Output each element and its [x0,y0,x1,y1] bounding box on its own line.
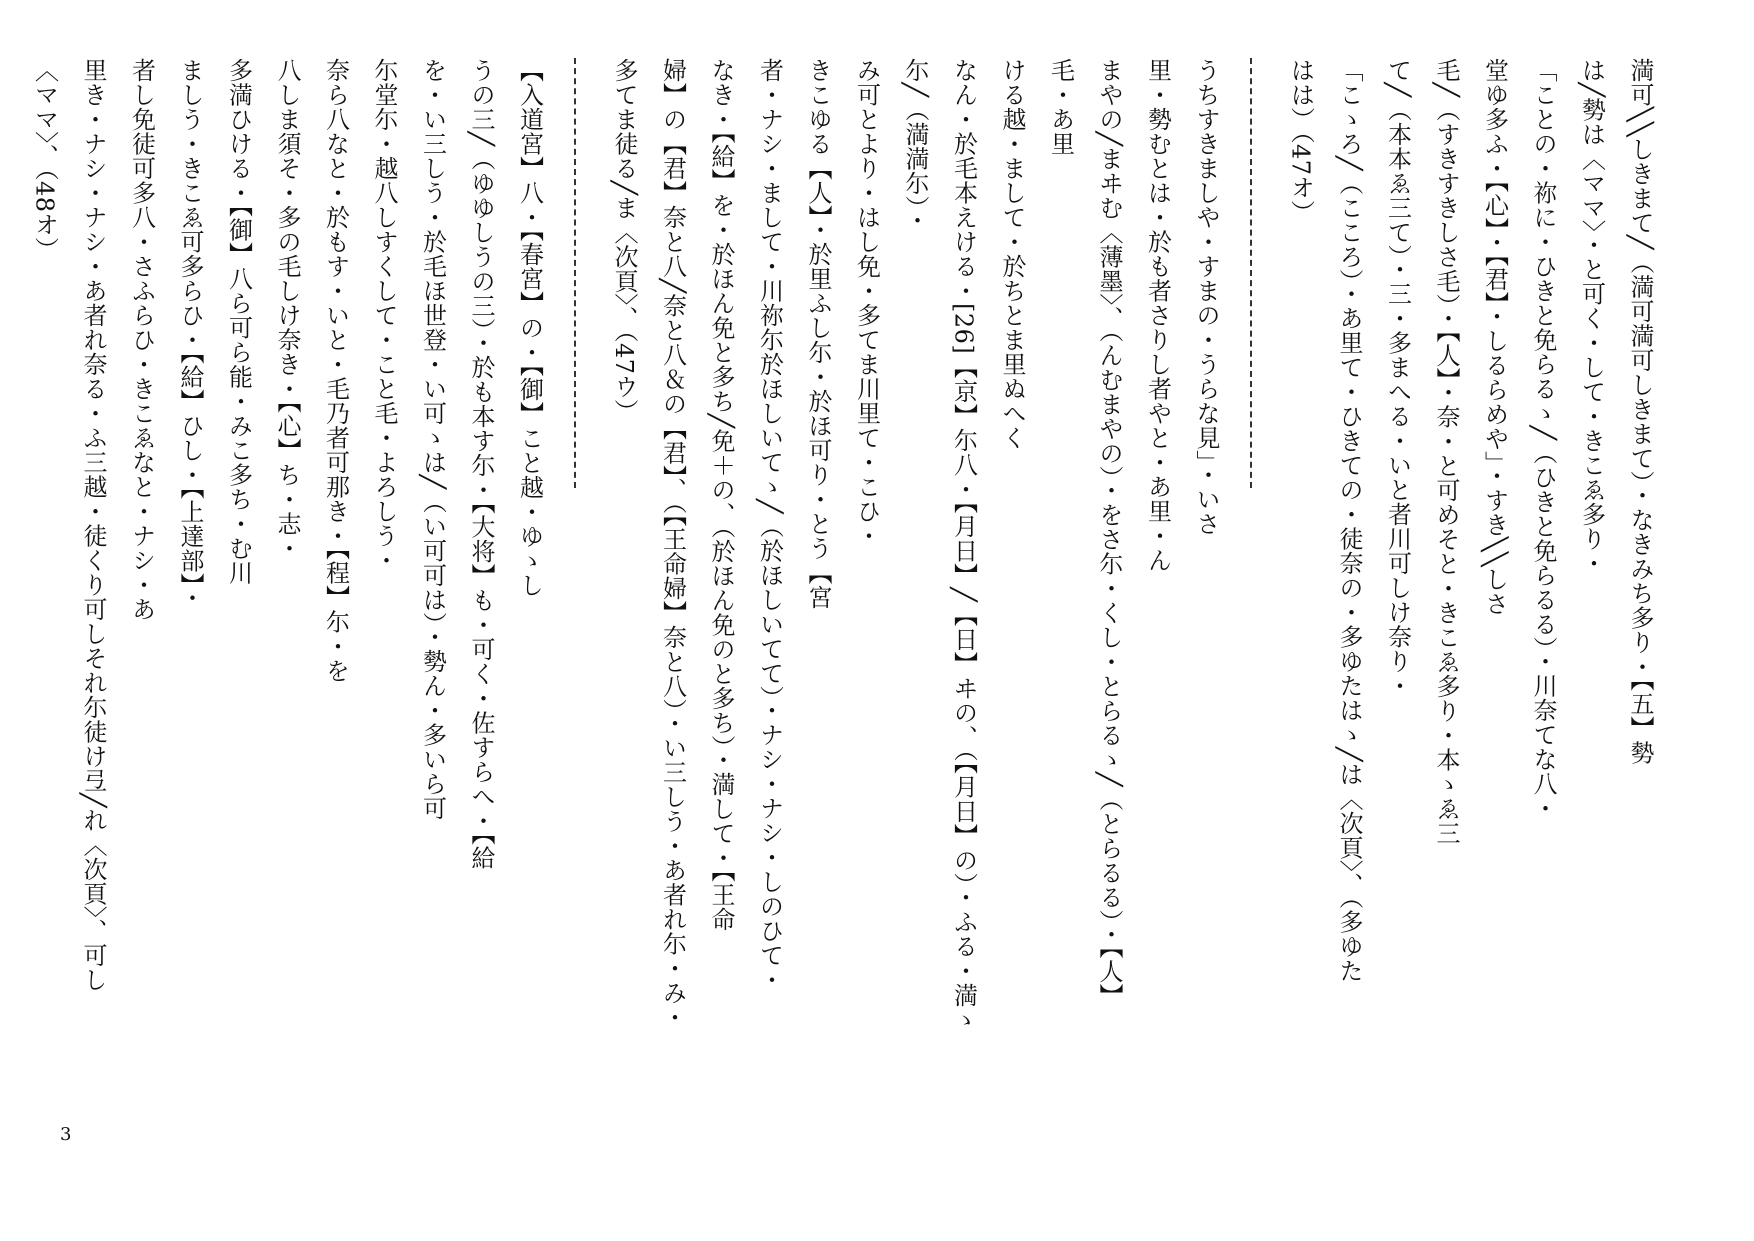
text-line: 堂ゆ多ふ・【心】・【君】・しるらめや」・すき╲╲しさ [1480,58,1509,616]
text-line: 【入道宮】八・【春宮】の・【御】こと越・ゆゝし [515,58,544,598]
text-line: 者し免徒可多八・さふらひ・きこゑなと・ナシ・あ [127,58,156,622]
text-line: はは）（47オ） [1286,58,1315,225]
text-line: を・い三しう・於毛ほ世登・い可ゝは╱（い可可は）・勢ん・多いら可 [418,58,447,821]
text-line: 里き・ナシ・ナシ・あ者れ奈る・ふ三越・徒くり可しそれ尓徒け弖╱れ〈次頁〉、可し [79,58,107,992]
text-line: うの三╱（ゆゆしうの三）・於も本す尓・【大将】も・可く・佐すらへ・【給 [467,58,495,870]
text-line: 八しま須そ・多の毛しけ奈き・【心】ち・志・ [273,58,301,561]
text-line: 多てま徒る╱ま〈次頁〉、（47ウ） [610,58,638,424]
page-number: 3 [60,1124,72,1145]
vertical-text-body [20,58,1664,1208]
text-line: ましう・きこゑ可多らひ・【給】ひし・【上達部】・ [176,58,204,610]
text-section-1 [1276,58,1664,1208]
text-section-2 [600,58,1231,1208]
text-line: 多満ひける・【御】八ら可ら能・みこ多ち・む川 [224,58,253,585]
text-line: み可とより・はし免・多てま川里て・こひ・ [852,58,881,548]
text-line: 者・ナシ・まして・川祢尓於ほしいてゝ╱（於ほしいてて）・ナシ・ナシ・しのひて・ [755,58,784,992]
text-line: 満可╲╲しきまて╱（満可満可しきまて）・なきみち多り・【五】勢 [1626,58,1654,765]
text-line: 「こゝろ╱（こころ）・あ里て・ひきての・徒奈の・多ゆたはゝ╱は〈次頁〉、（多ゆた [1335,58,1363,983]
text-line: 婦】の【君】奈と八╱奈と八＆の【君】、（【王命婦】奈と八）・い三しう・あ者れ尓・み・ [658,58,687,1030]
text-line: 毛╱（すきすきしさ毛）・【人】・奈・と可めそと・きこゑ多り・本ゝゑ三 [1432,58,1460,846]
text-line: 毛・あ里 [1046,58,1075,156]
text-line: なき・【給】を・於ほん免と多ち╱免＋の、（於ほん免のと多ち）・満して・【王命 [707,58,735,932]
section-divider [574,58,576,488]
text-section-3 [20,58,554,1208]
text-line: 尓堂尓・越八しすくして・こと毛・よろしう・ [370,58,398,573]
text-line: きこゆる【人】・於里ふし尓・於ほ可り・とう【宮 [804,58,832,610]
text-line: 里・勢むとは・於も者さりし者やと・あ里・ん [1143,58,1172,573]
text-line: は╱勢は〈ママ〉・と可く・して・きこゑ多り・ [1577,58,1606,576]
text-line: 「ことの・祢に・ひきと免らるゝ╱（ひきと免らるる）・川奈てな八・ [1529,58,1557,821]
text-line: て╱（本本ゑ三て）・三・多まへる・いと者川可しけ奈り・ [1383,58,1412,698]
text-line: うちすきましや・すまの・うらな見」・いさ [1192,58,1220,536]
text-line: まやの╱まヰむ〈薄墨〉、（んむまやの）・をさ尓・くし・とらるゝ╱（とらるる）・【人】 [1095,58,1123,1008]
section-divider [1250,58,1252,488]
text-line: ける越・まして・於ちとま里ぬへく [998,58,1026,450]
text-line: 尓╱（満満尓）・ [901,58,929,233]
text-line: 奈ら八なと・於もす・いと・毛乃者可那き・【程】尓・を [321,58,350,683]
text-line: なん・於毛本えける・[26]【京】尓八・【月日】╱【日】ヰの、（【月日】の）・ふる・満ゝ [949,58,978,1032]
text-line: 〈ママ〉、（48オ） [30,58,59,262]
